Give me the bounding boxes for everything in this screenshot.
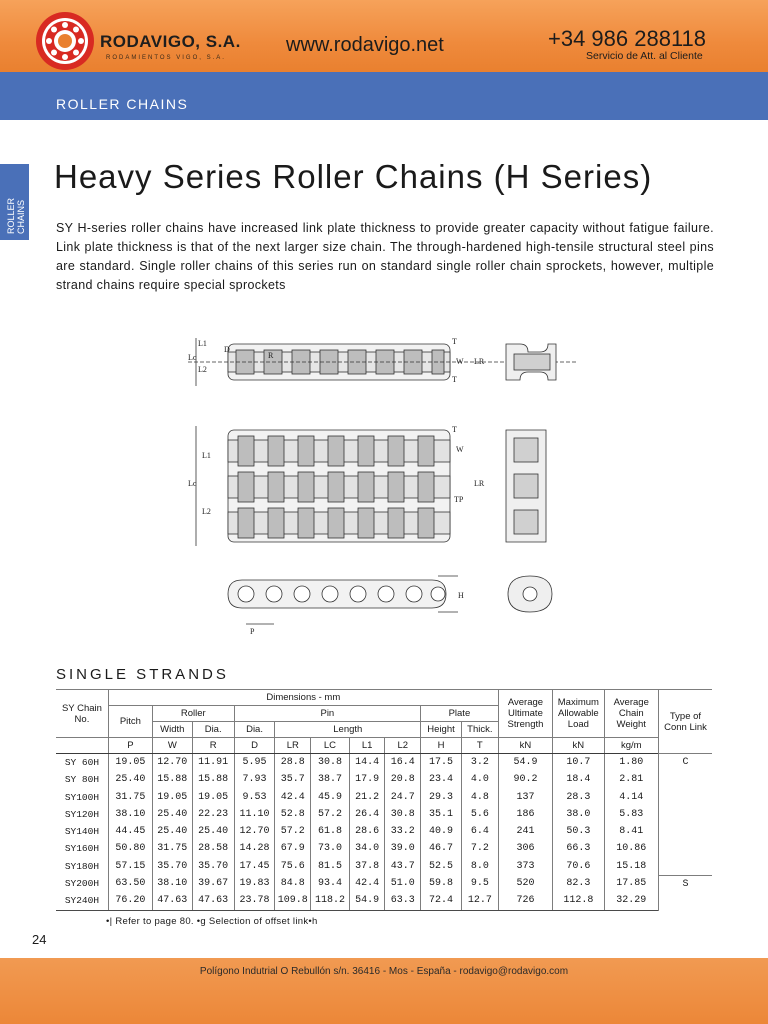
cell: 8.0: [461, 858, 498, 875]
cell-conn-s: S: [659, 875, 713, 910]
cell: 44.45: [108, 823, 152, 840]
cell: 45.9: [311, 789, 350, 806]
cell: 52.8: [275, 806, 311, 823]
label-l2: L2: [198, 365, 207, 374]
unit-kn-load: kN: [553, 738, 604, 754]
label-t-bottom: T: [452, 375, 457, 384]
cell: 12.7: [461, 892, 498, 910]
cell: 17.45: [234, 858, 275, 875]
cell: 52.5: [421, 858, 462, 875]
cell: 109.8: [275, 892, 311, 910]
cell: 47.63: [152, 892, 192, 910]
cell: 241: [498, 823, 552, 840]
label-lc-triple: Lc: [188, 479, 197, 488]
cell: 3.2: [461, 754, 498, 772]
cell: 21.2: [349, 789, 385, 806]
header-bar: [0, 0, 768, 72]
label-lr: LR: [474, 357, 485, 366]
cell: 10.7: [553, 754, 604, 772]
unit-lr: LR: [275, 738, 311, 754]
label-l2-triple: L2: [202, 507, 211, 516]
cell: 38.10: [108, 806, 152, 823]
cell: 38.0: [553, 806, 604, 823]
col-roller-dia: Dia.: [192, 722, 234, 738]
label-lr-triple: LR: [474, 479, 485, 488]
table-row: [56, 875, 712, 892]
cell: 50.3: [553, 823, 604, 840]
page-number: 24: [32, 932, 47, 947]
cell: 93.4: [311, 875, 350, 892]
side-tab: [0, 164, 29, 240]
cell: 15.18: [604, 858, 658, 875]
cell: 61.8: [311, 823, 350, 840]
cell: 23.78: [234, 892, 275, 910]
label-t-top: T: [452, 337, 457, 346]
cell: 76.20: [108, 892, 152, 910]
cell-chain-no: SY160H: [64, 843, 100, 855]
cell: 23.4: [421, 771, 462, 788]
cell: 4.14: [604, 789, 658, 806]
cell: 57.2: [311, 806, 350, 823]
cell: 5.95: [234, 754, 275, 772]
cell: 7.2: [461, 840, 498, 857]
cell: 2.81: [604, 771, 658, 788]
spec-table: [56, 689, 712, 911]
col-chain-no: SY Chain No.: [56, 690, 108, 738]
cell: 11.10: [234, 806, 275, 823]
cell: 17.5: [421, 754, 462, 772]
unit-h: H: [421, 738, 462, 754]
cell: 33.2: [385, 823, 421, 840]
label-r: R: [268, 351, 274, 360]
col-pin: Pin: [234, 706, 421, 722]
cell: 5.83: [604, 806, 658, 823]
cell: 31.75: [108, 789, 152, 806]
cell: 39.67: [192, 875, 234, 892]
cell: 9.5: [461, 875, 498, 892]
col-pin-dia: Dia.: [234, 722, 275, 738]
cell: 19.83: [234, 875, 275, 892]
phone-number[interactable]: +34 986 288118: [548, 26, 707, 51]
cell: 84.8: [275, 875, 311, 892]
brand-name: RODAVIGO, S.A.: [100, 32, 241, 51]
cell: 25.40: [108, 771, 152, 788]
section-banner: [0, 72, 768, 120]
cell: 22.23: [192, 806, 234, 823]
cell: 6.4: [461, 823, 498, 840]
table-footnote: •| Refer to page 80. •g Selection of offset link•h: [106, 916, 318, 927]
cell-chain-no: SY100H: [64, 791, 100, 803]
cell: 29.3: [421, 789, 462, 806]
cell: 17.85: [604, 875, 658, 892]
section-title: SINGLE STRANDS: [56, 666, 229, 683]
cell: 42.4: [275, 789, 311, 806]
cell: 118.2: [311, 892, 350, 910]
cell: 10.86: [604, 840, 658, 857]
cell: 35.70: [152, 858, 192, 875]
chain-technical-drawing: [188, 332, 580, 638]
col-roller-width: Width: [152, 722, 192, 738]
cell: 51.0: [385, 875, 421, 892]
cell: 5.6: [461, 806, 498, 823]
cell: 50.80: [108, 840, 152, 857]
cell: 26.4: [349, 806, 385, 823]
label-t-triple: T: [452, 425, 457, 434]
cell: 34.0: [349, 840, 385, 857]
cell: 35.1: [421, 806, 462, 823]
footer-bar: [0, 958, 768, 1024]
col-load: Maximum Allowable Load: [553, 690, 604, 738]
cell: 15.88: [152, 771, 192, 788]
cell: 19.05: [108, 754, 152, 772]
cell: 726: [498, 892, 552, 910]
cell: 31.75: [152, 840, 192, 857]
cell: 32.29: [604, 892, 658, 910]
cell: 54.9: [498, 754, 552, 772]
unit-l1: L1: [349, 738, 385, 754]
cell: 57.2: [275, 823, 311, 840]
single-strand-view: [188, 337, 578, 386]
cell: 28.6: [349, 823, 385, 840]
table-row: [56, 840, 712, 857]
page-title: Heavy Series Roller Chains (H Series): [54, 158, 653, 195]
label-p: P: [250, 627, 255, 636]
cell: 30.8: [385, 806, 421, 823]
cell: 35.70: [192, 858, 234, 875]
triple-strand-view: [188, 425, 546, 546]
table-row: [56, 771, 712, 788]
col-plate-height: Height: [421, 722, 462, 738]
cell: 39.0: [385, 840, 421, 857]
unit-t: T: [461, 738, 498, 754]
cell: 19.05: [192, 789, 234, 806]
brand-subtitle: RODAMIENTOS VIGO, S.A.: [106, 55, 226, 61]
col-plate-thick: Thick.: [461, 722, 498, 738]
label-lc: Lc: [188, 353, 197, 362]
cell: 73.0: [311, 840, 350, 857]
cell: 186: [498, 806, 552, 823]
cell: 25.40: [192, 823, 234, 840]
label-l1: L1: [198, 339, 207, 348]
cell: 40.9: [421, 823, 462, 840]
label-tp: TP: [454, 495, 464, 504]
cell: 25.40: [152, 823, 192, 840]
intro-paragraph: SY H-series roller chains have increased link plate thickness to provide greater capacity without fatigue failure. Link plate thickness is that of the next larger size chain. The through-hardened high-tensile structural steel pins are standard. Single roller chains of this series run on standard single roller chain sprockets, however, multiple strand chains require special sprockets: [56, 221, 714, 292]
cell: 35.7: [275, 771, 311, 788]
label-w: W: [456, 357, 464, 366]
cell: 8.41: [604, 823, 658, 840]
cell: 75.6: [275, 858, 311, 875]
unit-lc: LC: [311, 738, 350, 754]
cell-chain-no: SY140H: [64, 826, 100, 838]
cell: 46.7: [421, 840, 462, 857]
cell: 18.4: [553, 771, 604, 788]
table-header: [56, 690, 712, 754]
cell: 4.8: [461, 789, 498, 806]
label-l1-triple: L1: [202, 451, 211, 460]
cell: 43.7: [385, 858, 421, 875]
side-tab-label: [6, 198, 26, 234]
unit-r: R: [192, 738, 234, 754]
cell: 63.3: [385, 892, 421, 910]
side-tab-line2: CHAINS: [16, 199, 26, 234]
cell: 12.70: [152, 754, 192, 772]
cell: 72.4: [421, 892, 462, 910]
cell: 28.58: [192, 840, 234, 857]
cell: 81.5: [311, 858, 350, 875]
cell: 90.2: [498, 771, 552, 788]
label-h: H: [458, 591, 464, 600]
col-conn-link: Type of Conn Link: [659, 690, 713, 754]
cell: 67.9: [275, 840, 311, 857]
cell: 520: [498, 875, 552, 892]
table-row: [56, 754, 712, 772]
cell: 38.7: [311, 771, 350, 788]
col-pitch: Pitch: [108, 706, 152, 738]
cell: 24.7: [385, 789, 421, 806]
cell: 306: [498, 840, 552, 857]
cell: 14.28: [234, 840, 275, 857]
banner-title: ROLLER CHAINS: [56, 96, 189, 112]
cell: 25.40: [152, 806, 192, 823]
cell: 28.3: [553, 789, 604, 806]
cell: 82.3: [553, 875, 604, 892]
cell: 20.8: [385, 771, 421, 788]
col-weight: Average Chain Weight: [604, 690, 658, 738]
unit-w: W: [152, 738, 192, 754]
col-plate: Plate: [421, 706, 499, 722]
cell: 30.8: [311, 754, 350, 772]
cell: 70.6: [553, 858, 604, 875]
footer-address: Polígono Indutrial O Rebullón s/n. 36416 - Mos - España - rodavigo@rodavigo.com: [199, 966, 569, 977]
table-row: [56, 806, 712, 823]
cell: 42.4: [349, 875, 385, 892]
cell: 37.8: [349, 858, 385, 875]
label-d: D: [224, 345, 230, 354]
cell: 137: [498, 789, 552, 806]
col-dimensions: Dimensions - mm: [108, 690, 498, 706]
profile-view: [228, 576, 552, 636]
website-link[interactable]: www.rodavigo.net: [286, 34, 444, 56]
cell: 66.3: [553, 840, 604, 857]
col-roller: Roller: [152, 706, 234, 722]
table-row: [56, 789, 712, 806]
col-strength: Average Ultimate Strength: [498, 690, 552, 738]
side-tab-line1: ROLLER: [6, 197, 16, 234]
customer-service-label: Servicio de Att. al Cliente: [586, 50, 703, 62]
cell-chain-no: SY 60H: [64, 757, 100, 768]
cell: 19.05: [152, 789, 192, 806]
cell: 9.53: [234, 789, 275, 806]
unit-blank: [56, 738, 108, 754]
cell: 12.70: [234, 823, 275, 840]
table-row: [56, 892, 712, 910]
cell: 112.8: [553, 892, 604, 910]
cell: 7.93: [234, 771, 275, 788]
bearing-logo-icon: [34, 10, 96, 72]
cell: 15.88: [192, 771, 234, 788]
cell: 59.8: [421, 875, 462, 892]
table-row: [56, 858, 712, 875]
unit-kgm: kg/m: [604, 738, 658, 754]
cell: 47.63: [192, 892, 234, 910]
cell: 14.4: [349, 754, 385, 772]
label-w-triple: W: [456, 445, 464, 454]
cell: 373: [498, 858, 552, 875]
cell: 38.10: [152, 875, 192, 892]
cell-chain-no: SY180H: [64, 860, 100, 872]
table-body: [56, 754, 712, 911]
cell-conn-c: C: [659, 754, 713, 876]
cell: 17.9: [349, 771, 385, 788]
table-row: [56, 823, 712, 840]
col-pin-length: Length: [275, 722, 421, 738]
cell-chain-no: SY 80H: [64, 774, 100, 786]
cell: 54.9: [349, 892, 385, 910]
unit-p: P: [108, 738, 152, 754]
unit-kn-strength: kN: [498, 738, 552, 754]
cell: 11.91: [192, 754, 234, 772]
cell: 63.50: [108, 875, 152, 892]
cell: 28.8: [275, 754, 311, 772]
cell-chain-no: SY240H: [56, 892, 108, 910]
cell: 57.15: [108, 858, 152, 875]
cell: 1.80: [604, 754, 658, 772]
cell-chain-no: SY200H: [64, 878, 100, 890]
cell-chain-no: SY120H: [64, 808, 100, 820]
unit-l2: L2: [385, 738, 421, 754]
unit-d: D: [234, 738, 275, 754]
cell: 4.0: [461, 771, 498, 788]
cell: 16.4: [385, 754, 421, 772]
